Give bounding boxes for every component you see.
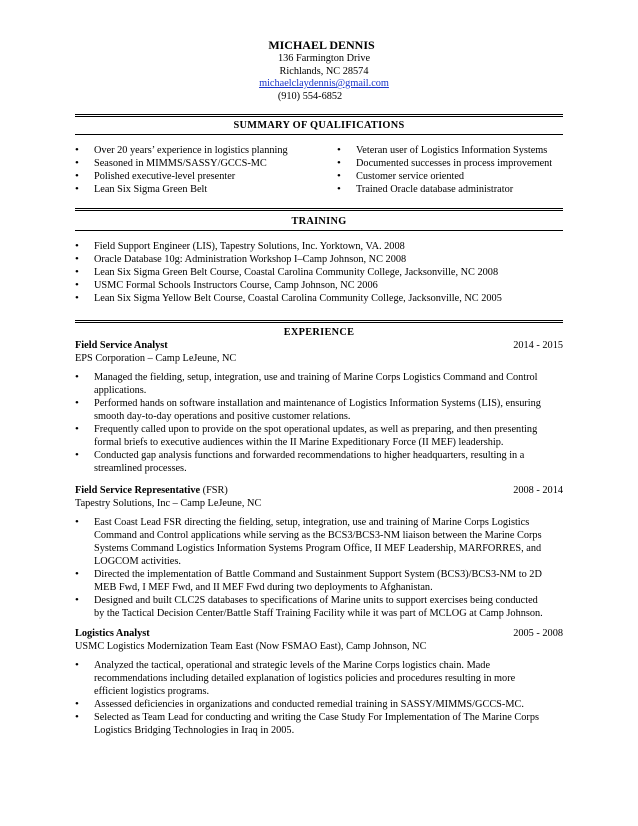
summary-heading: SUMMARY OF QUALIFICATIONS <box>233 120 405 131</box>
job-title: Logistics Analyst <box>75 628 150 639</box>
job-title-suffix: (FSR) <box>200 485 228 496</box>
summary-list-left <box>75 144 335 196</box>
list-item: • Managed the fielding, setup, integration, use and training of Marine Corps Logistics Command and Control applications. <box>75 371 550 397</box>
list-item: • Designed and built CLC2S databases to specifications of Marine units to support exercises being conducted by the Tactical Decision Center/Battle Staff Training Facility while it was part of MCLOG at Camp Johnson. <box>75 594 550 620</box>
job-header <box>75 484 563 510</box>
list-item: • USMC Formal Schools Instructors Course, Camp Johnson, NC 2006 <box>75 279 565 292</box>
address-line-2: Richlands, NC 28574 <box>279 65 369 77</box>
job-bullets <box>75 516 550 620</box>
list-item: • Seasoned in MIMMS/SASSY/GCCS-MC <box>75 157 335 170</box>
list-item: • Trained Oracle database administrator <box>337 183 567 196</box>
list-item: • Customer service oriented <box>337 170 567 183</box>
list-item: • Conducted gap analysis functions and forwarded recommendations to higher headquarters, resulting in a streamlined processes. <box>75 449 550 475</box>
section-divider <box>75 320 563 323</box>
candidate-name: MICHAEL DENNIS <box>268 38 375 52</box>
list-item: • Selected as Team Lead for conducting and writing the Case Study For Implementation of The Marine Corps Logistics Bridging Technologies in Iraq in 2005. <box>75 711 550 737</box>
section-underline <box>75 134 563 135</box>
phone-number: (910) 554-6852 <box>277 90 343 102</box>
list-item: • Documented successes in process improvement <box>337 157 567 170</box>
list-item: • Lean Six Sigma Yellow Belt Course, Coastal Carolina Community College, Jacksonville, NC 2005 <box>75 292 565 305</box>
list-item: • Over 20 years’ experience in logistics planning <box>75 144 335 157</box>
list-item: • Directed the implementation of Battle Command and Sustainment Support System (BCS3)/BCS3-NM to 2D MEB Fwd, I MEF Fwd, and II MEF Fwd during two deployments to Afghanistan. <box>75 568 550 594</box>
list-item: • Lean Six Sigma Green Belt <box>75 183 335 196</box>
list-item: • Frequently called upon to provide on the spot operational updates, as well as preparing, and then presenting formal briefs to executive audiences within the II Marine Expeditionary Force (II MEF) leadership. <box>75 423 550 449</box>
job-title: Field Service Representative <box>75 485 201 496</box>
section-underline <box>75 230 563 231</box>
address-line-1: 136 Farmington Drive <box>277 53 371 64</box>
list-item: • East Coast Lead FSR directing the fielding, setup, integration, use and training of Marine Corps Logistics Command and Control applications while serving as the BCS3/BCS3-NM liaison between the Marine Corps Systems Command Logistics Information Systems Program Office, II MEF Leadership, MARFORRES, and LOGCOM activities. <box>75 516 550 568</box>
job-bullets <box>75 659 550 737</box>
job-dates: 2014 - 2015 <box>513 340 563 351</box>
section-divider <box>75 114 563 117</box>
section-divider <box>75 208 563 211</box>
list-item: • Analyzed the tactical, operational and strategic levels of the Marine Corps logistics chain. Made recommendations including detailed explanation of logistics policies and procedures resulting in more efficient logistics programs. <box>75 659 550 698</box>
resume-header <box>0 38 638 103</box>
list-item: • Oracle Database 10g: Administration Workshop I–Camp Johnson, NC 2008 <box>75 253 565 266</box>
list-item: • Performed hands on software installation and maintenance of Logistics Information Systems (LIS), ensuring smooth day-to-day operations and positive customer relations. <box>75 397 550 423</box>
list-item: • Polished executive-level presenter <box>75 170 335 183</box>
job-organization: Tapestry Solutions, Inc – Camp LeJeune, NC <box>75 498 262 509</box>
job-organization: EPS Corporation – Camp LeJeune, NC <box>75 353 237 364</box>
list-item: • Field Support Engineer (LIS), Tapestry Solutions, Inc. Yorktown, VA. 2008 <box>75 240 565 253</box>
email-link[interactable]: michaelclaydennis@gmail.com <box>259 78 389 89</box>
job-title: Field Service Analyst <box>75 340 168 351</box>
job-header <box>75 627 563 653</box>
list-item: • Veteran user of Logistics Information Systems <box>337 144 567 157</box>
experience-heading: EXPERIENCE <box>283 327 355 338</box>
summary-list-right <box>337 144 567 196</box>
list-item: • Assessed deficiencies in organizations and conducted remedial training in SASSY/MIMMS/GCCS-MC. <box>75 698 550 711</box>
job-bullets <box>75 371 550 475</box>
training-list <box>75 240 565 305</box>
list-item: • Lean Six Sigma Green Belt Course, Coastal Carolina Community College, Jacksonville, NC 2008 <box>75 266 565 279</box>
training-heading: TRAINING <box>291 216 347 227</box>
job-dates: 2005 - 2008 <box>513 628 563 639</box>
job-header <box>75 339 563 365</box>
job-organization: USMC Logistics Modernization Team East (Now FSMAO East), Camp Johnson, NC <box>75 641 427 652</box>
job-dates: 2008 - 2014 <box>513 485 563 496</box>
